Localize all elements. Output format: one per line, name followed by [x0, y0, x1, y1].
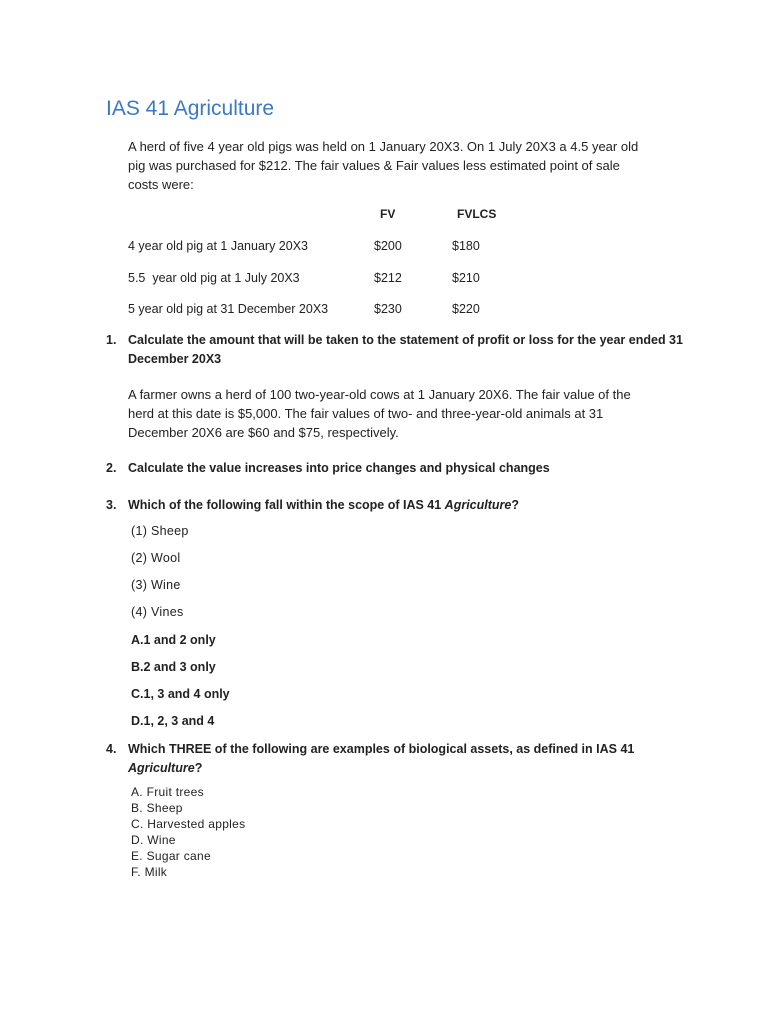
question-text-end: ?	[194, 761, 203, 775]
answer-choice: D.1, 2, 3 and 4	[131, 714, 215, 728]
page-title: IAS 41 Agriculture	[106, 97, 275, 120]
question-text-main: Which of the following fall within the scope of IAS 41	[128, 498, 445, 512]
table-header-fvlcs: FVLCS	[457, 207, 497, 221]
biological-assets-options	[131, 784, 245, 880]
row-label: 4 year old pig at 1 January 20X3	[128, 239, 308, 253]
question-number: 2.	[106, 461, 117, 475]
answer-choice: B.2 and 3 only	[131, 660, 216, 674]
question-text	[128, 740, 698, 778]
intro-paragraph: A herd of five 4 year old pigs was held on 1 January 20X3. On 1 July 20X3 a 4.5 year old pig was purchased for $212. The fair values & Fair values less estimated point of sale costs were:	[128, 139, 639, 192]
option-item: (3) Wine	[131, 578, 181, 592]
cows-paragraph: A farmer owns a herd of 100 two-year-old cows at 1 January 20X6. The fair value of the herd at this date is $5,000. The fair values of two- and three-year-old animals at 31 December 20X6 are $60 and $75, respectively.	[128, 387, 631, 440]
table-row	[128, 271, 488, 289]
option-item: (2) Wool	[131, 551, 181, 565]
row-fv: $212	[374, 271, 402, 285]
row-fv: $230	[374, 302, 402, 316]
row-fv: $200	[374, 239, 402, 253]
list-item: F. Milk	[131, 865, 168, 879]
answer-choice: C.1, 3 and 4 only	[131, 687, 230, 701]
option-item: (4) Vines	[131, 605, 184, 619]
table-row	[128, 302, 488, 320]
question-number: 1.	[106, 333, 117, 347]
question-text-main: Which THREE of the following are examples of biological assets, as defined in IAS 41	[128, 742, 635, 756]
row-fvlcs: $210	[452, 271, 480, 285]
question-number: 3.	[106, 498, 117, 512]
table-header-fv: FV	[380, 207, 396, 221]
question-text: Calculate the value increases into price changes and physical changes	[128, 461, 550, 475]
row-label: 5 year old pig at 31 December 20X3	[128, 302, 329, 316]
list-item: C. Harvested apples	[131, 817, 246, 831]
row-label: 5.5 year old pig at 1 July 20X3	[128, 271, 300, 285]
question-text-end: ?	[511, 498, 519, 512]
list-item: D. Wine	[131, 833, 176, 847]
question-text-italic: Agriculture	[128, 761, 195, 775]
option-item: (1) Sheep	[131, 524, 189, 538]
table-row	[128, 239, 488, 257]
row-fvlcs: $220	[452, 302, 480, 316]
list-item: B. Sheep	[131, 801, 183, 815]
question-text: Calculate the amount that will be taken to the statement of profit or loss for the year ended 31 December 20X3	[128, 333, 683, 366]
list-item: A. Fruit trees	[131, 785, 204, 799]
question-text	[128, 496, 698, 515]
question-text-italic: Agriculture	[444, 498, 512, 512]
question-number: 4.	[106, 742, 117, 756]
row-fvlcs: $180	[452, 239, 480, 253]
answer-choice: A.1 and 2 only	[131, 633, 216, 647]
list-item: E. Sugar cane	[131, 849, 211, 863]
